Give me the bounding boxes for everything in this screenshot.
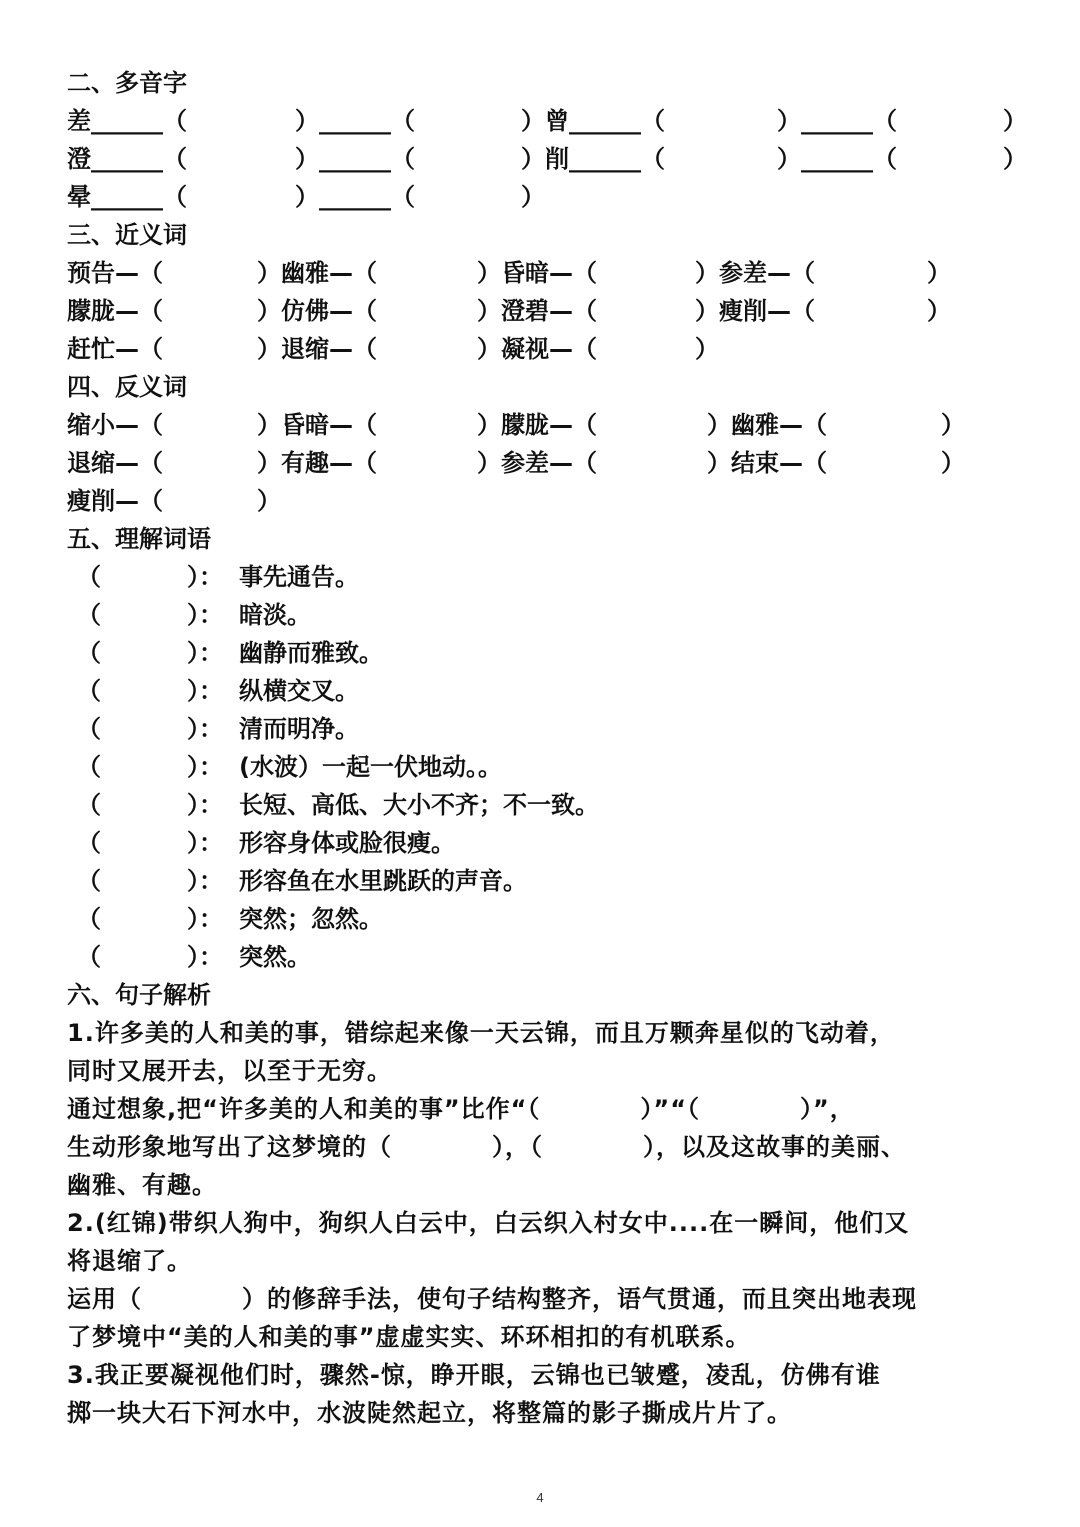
row-text: 朦胧—（ <box>67 297 163 325</box>
paragraph-line: 1.许多美的人和美的事，错综起来像一天云锦，而且万颗奔星似的飞动着， <box>67 1019 895 1047</box>
open-bracket: （ <box>77 867 101 895</box>
row-text: ） <box>695 335 719 363</box>
close-bracket: ）： <box>187 753 223 781</box>
row-text: 预告—（ <box>67 259 163 287</box>
paragraph-line: 2.(红锦)带织人狗中，狗织人白云中，白云织入村女中....在一瞬间，他们又 <box>67 1209 910 1237</box>
row-text: ）结束—（ <box>707 449 827 477</box>
row-text: ）参差—（ <box>477 449 597 477</box>
open-bracket: （ <box>77 829 101 857</box>
row-text: ）退缩—（ <box>257 335 377 363</box>
definition-text: 长短、高低、大小不齐；不一致。 <box>239 791 599 819</box>
row-text: 澄______（ <box>67 145 187 173</box>
row-text: ）______（ <box>777 107 897 135</box>
close-bracket: ）： <box>187 905 223 933</box>
paragraph-line: 生动形象地写出了这梦境的（ ），（ ），以及这故事的美丽、 <box>67 1133 906 1161</box>
row-text: ）______（ <box>295 183 415 211</box>
row-text: ）澄碧—（ <box>477 297 597 325</box>
definition-text: 暗淡。 <box>239 601 311 629</box>
row-text: ）参差—（ <box>695 259 815 287</box>
row-text: ）瘦削—（ <box>695 297 815 325</box>
definition-item <box>67 710 1027 748</box>
row-text: ） <box>1003 107 1027 135</box>
row-text: ）昏暗—（ <box>477 259 597 287</box>
definition-item <box>67 824 1027 862</box>
row-text: 差______（ <box>67 107 187 135</box>
definition-item <box>67 900 1027 938</box>
row-text: ）______（ <box>777 145 897 173</box>
definition-text: (水波）一起一伏地动。。 <box>239 753 502 781</box>
row-text: 退缩—（ <box>67 449 163 477</box>
definition-text: 突然。 <box>239 943 311 971</box>
definition-text: 幽静而雅致。 <box>239 639 383 667</box>
open-bracket: （ <box>77 639 101 667</box>
open-bracket: （ <box>77 677 101 705</box>
row-text: ）削______（ <box>521 145 665 173</box>
row-text: ） <box>1003 145 1027 173</box>
row-text: ）有趣—（ <box>257 449 377 477</box>
open-bracket: （ <box>77 753 101 781</box>
row-text: ）昏暗—（ <box>257 411 377 439</box>
row-text: ）朦胧—（ <box>477 411 597 439</box>
paragraph-line: 掷一块大石下河水中，水波陡然起立，将整篇的影子撕成片片了。 <box>67 1399 792 1427</box>
row-text: 晕______（ <box>67 183 187 211</box>
close-bracket: ）： <box>187 867 223 895</box>
close-bracket: ）： <box>187 943 223 971</box>
section-title-polyphonic: 二、多音字 <box>67 69 187 97</box>
polyphonic-row <box>67 102 1027 140</box>
worksheet-page <box>67 64 1027 1432</box>
row-text: ）幽雅—（ <box>257 259 377 287</box>
definition-item <box>67 558 1027 596</box>
definition-item <box>67 634 1027 672</box>
row-text: 赶忙—（ <box>67 335 163 363</box>
polyphonic-row <box>67 140 1027 178</box>
definition-item <box>67 596 1027 634</box>
definition-text: 形容鱼在水里跳跃的声音。 <box>239 867 527 895</box>
section-title-antonyms: 四、反义词 <box>67 373 187 401</box>
definition-item <box>67 938 1027 976</box>
paragraph-line: 通过想象,把“许多美的人和美的事”比作“（ ）”“（ ）”， <box>67 1095 855 1123</box>
definition-item <box>67 672 1027 710</box>
antonym-row <box>67 482 1027 520</box>
row-text: ）幽雅—（ <box>707 411 827 439</box>
paragraph-line: 了梦境中“美的人和美的事”虚虚实实、环环相扣的有机联系。 <box>67 1323 751 1351</box>
row-text: ） <box>521 183 545 211</box>
row-text: ）______（ <box>295 145 415 173</box>
definition-text: 事先通告。 <box>239 563 359 591</box>
row-text: ） <box>941 449 965 477</box>
open-bracket: （ <box>77 791 101 819</box>
close-bracket: ）： <box>187 715 223 743</box>
row-text: ） <box>941 411 965 439</box>
row-text: ） <box>927 297 951 325</box>
close-bracket: ）： <box>187 677 223 705</box>
section-title-synonyms: 三、近义词 <box>67 221 187 249</box>
row-text: 缩小—（ <box>67 411 163 439</box>
row-text: ） <box>257 487 281 515</box>
antonym-row <box>67 444 1027 482</box>
paragraph-line: 将退缩了。 <box>67 1247 192 1275</box>
definition-item <box>67 862 1027 900</box>
definition-text: 清而明净。 <box>239 715 359 743</box>
polyphonic-row <box>67 178 1027 216</box>
definition-text: 突然；忽然。 <box>239 905 383 933</box>
definition-text: 纵横交叉。 <box>239 677 359 705</box>
open-bracket: （ <box>77 601 101 629</box>
row-text: ） <box>927 259 951 287</box>
close-bracket: ）： <box>187 829 223 857</box>
paragraph-line: 运用（ ）的修辞手法，使句子结构整齐，语气贯通，而且突出地表现 <box>67 1285 917 1313</box>
close-bracket: ）： <box>187 601 223 629</box>
row-text: ）仿佛—（ <box>257 297 377 325</box>
definition-item <box>67 786 1027 824</box>
paragraph-line: 幽雅、有趣。 <box>67 1171 217 1199</box>
synonym-row <box>67 330 1027 368</box>
close-bracket: ）： <box>187 791 223 819</box>
row-text: ）凝视—（ <box>477 335 597 363</box>
row-text: 瘦削—（ <box>67 487 163 515</box>
antonym-row <box>67 406 1027 444</box>
open-bracket: （ <box>77 563 101 591</box>
open-bracket: （ <box>77 905 101 933</box>
open-bracket: （ <box>77 715 101 743</box>
row-text: ）______（ <box>295 107 415 135</box>
row-text: ）曾______（ <box>521 107 665 135</box>
paragraph-line: 3.我正要凝视他们时，骤然-惊，睁开眼，云锦也已皱蹙，凌乱，仿佛有谁 <box>67 1361 881 1389</box>
paragraph-line: 同时又展开去，以至于无穷。 <box>67 1057 392 1085</box>
synonym-row <box>67 254 1027 292</box>
synonym-row <box>67 292 1027 330</box>
open-bracket: （ <box>77 943 101 971</box>
close-bracket: ）： <box>187 563 223 591</box>
definition-item <box>67 748 1027 786</box>
sentence-analysis-body <box>67 1014 1027 1432</box>
section-title-sentence-analysis: 六、句子解析 <box>67 981 211 1009</box>
section-title-definitions: 五、理解词语 <box>67 525 211 553</box>
definition-text: 形容身体或脸很瘦。 <box>239 829 455 857</box>
close-bracket: ）： <box>187 639 223 667</box>
page-number: 4 <box>536 1490 544 1505</box>
